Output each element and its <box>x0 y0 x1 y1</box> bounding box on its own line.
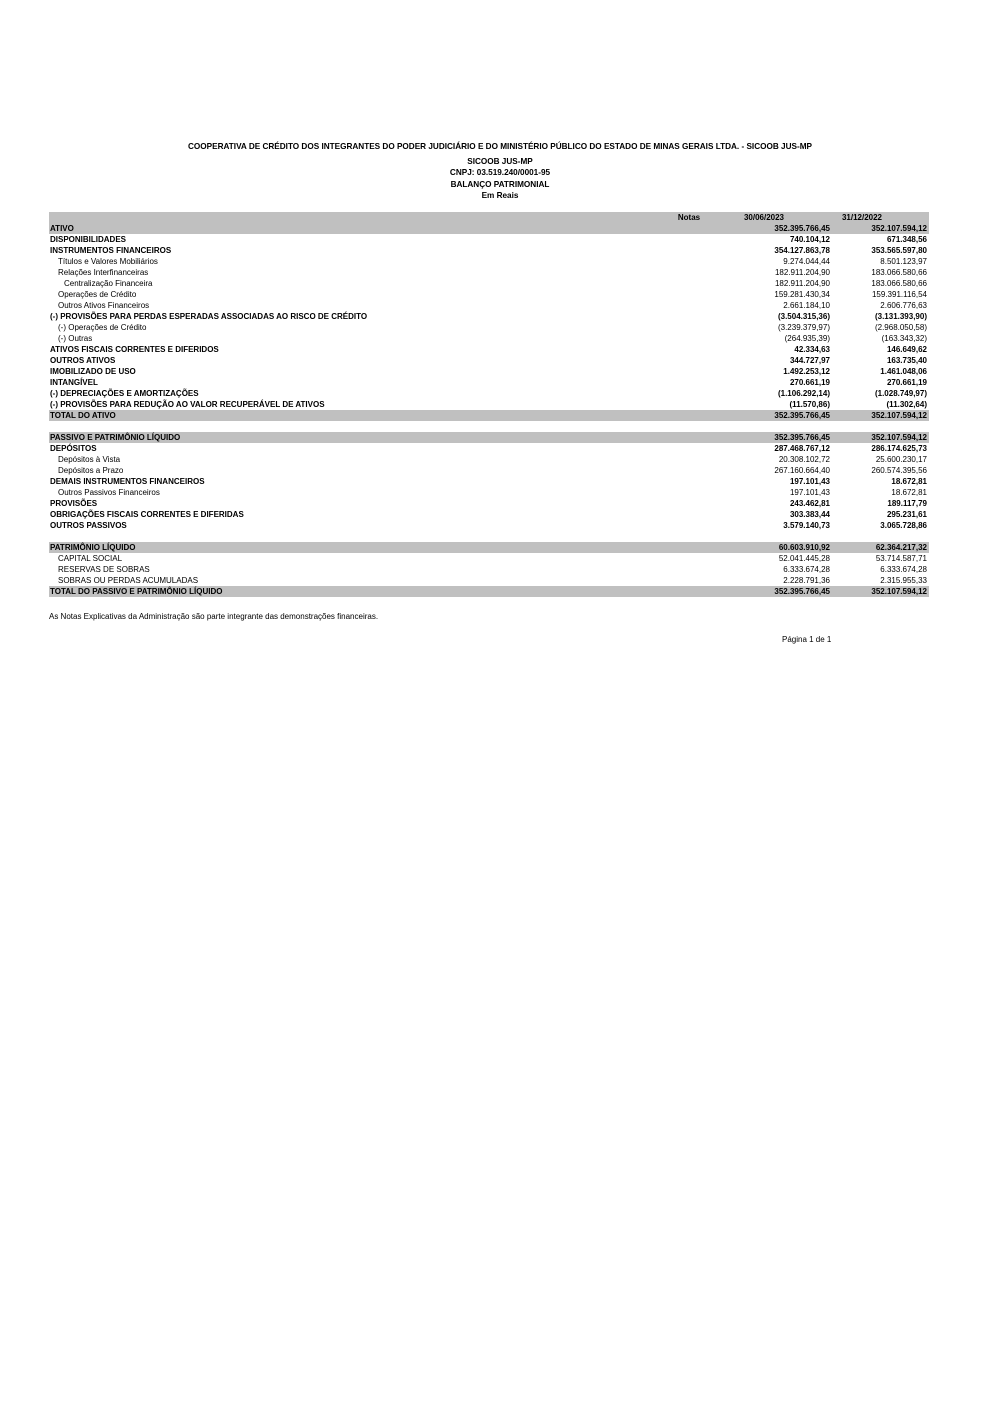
row-value-b: 1.461.048,06 <box>880 367 927 376</box>
table-row <box>49 278 929 289</box>
row-value-a: (1.106.292,14) <box>777 389 830 398</box>
table-row <box>49 322 929 333</box>
row-value-a: 20.308.102,72 <box>778 455 830 464</box>
table-row <box>49 289 929 300</box>
cnpj: CNPJ: 03.519.240/0001-95 <box>449 168 551 177</box>
table-row <box>49 223 929 234</box>
row-label: Operações de Crédito <box>58 290 137 299</box>
row-value-a: 352.395.766,45 <box>774 411 830 420</box>
section-row <box>49 542 929 553</box>
row-value-b: (3.131.393,90) <box>874 312 927 321</box>
table-row <box>49 575 929 586</box>
table-row <box>49 476 929 487</box>
row-value-a: 9.274.044,44 <box>783 257 830 266</box>
row-value-a: 3.579.140,73 <box>783 521 830 530</box>
page-number: Página 1 de 1 <box>782 635 832 644</box>
company-name: COOPERATIVA DE CRÉDITO DOS INTEGRANTES DO PODER JUDICIÁRIO E DO MINISTÉRIO PÚBLICO DO ESTADO DE MINAS GERAIS LTDA. - SICOOB JUS-MP <box>188 142 812 151</box>
row-value-b: 183.066.580,66 <box>871 268 927 277</box>
row-label: Títulos e Valores Mobiliários <box>58 257 158 266</box>
row-value-b: 3.065.728,86 <box>880 521 927 530</box>
row-label: PASSIVO E PATRIMÔNIO LÍQUIDO <box>50 433 181 442</box>
row-value-a: 352.395.766,45 <box>774 587 830 596</box>
row-value-b: 183.066.580,66 <box>871 279 927 288</box>
period-b-header: 31/12/2022 <box>841 213 883 222</box>
row-value-a: 182.911.204,90 <box>774 279 830 288</box>
row-value-b: 260.574.395,56 <box>871 466 927 475</box>
row-value-b: 62.364.217,32 <box>875 543 927 552</box>
row-label: CAPITAL SOCIAL <box>58 554 123 563</box>
row-label: ATIVO <box>50 224 74 233</box>
row-value-a: 42.334,63 <box>794 345 830 354</box>
table-row <box>49 256 929 267</box>
row-value-a: 354.127.863,78 <box>774 246 830 255</box>
row-label: (-) DEPRECIAÇÕES E AMORTIZAÇÕES <box>50 389 199 398</box>
column-header-row <box>49 212 929 223</box>
row-value-a: 6.333.674,28 <box>783 565 830 574</box>
row-label: (-) PROVISÕES PARA PERDAS ESPERADAS ASSOCIADAS AO RISCO DE CRÉDITO <box>50 312 368 321</box>
row-value-b: 53.714.587,71 <box>875 554 927 563</box>
row-value-a: 344.727,97 <box>789 356 830 365</box>
table-row <box>49 333 929 344</box>
row-value-b: (163.343,32) <box>881 334 927 343</box>
row-value-a: (3.239.379,97) <box>777 323 830 332</box>
row-label: Depósitos à Vista <box>58 455 121 464</box>
row-value-b: (11.302,64) <box>886 400 927 409</box>
table-row <box>49 443 929 454</box>
table-row <box>49 553 929 564</box>
spacer-row <box>49 421 929 432</box>
table-row <box>49 300 929 311</box>
row-label: PROVISÕES <box>50 499 98 508</box>
row-value-a: 243.462,81 <box>789 499 830 508</box>
row-value-b: 352.107.594,12 <box>871 224 927 233</box>
row-value-a: 267.160.664,40 <box>774 466 830 475</box>
table-row <box>49 245 929 256</box>
period-a-header: 30/06/2023 <box>743 213 785 222</box>
table-row <box>49 388 929 399</box>
total-row <box>49 410 929 421</box>
row-value-a: (3.504.315,36) <box>777 312 830 321</box>
row-label: Centralização Financeira <box>64 279 153 288</box>
row-label: DEMAIS INSTRUMENTOS FINANCEIROS <box>50 477 205 486</box>
row-label: OBRIGAÇÕES FISCAIS CORRENTES E DIFERIDAS <box>50 510 244 519</box>
row-value-b: 353.565.597,80 <box>871 246 927 255</box>
row-label: Outros Ativos Financeiros <box>58 301 150 310</box>
row-label: ATIVOS FISCAIS CORRENTES E DIFERIDOS <box>50 345 219 354</box>
table-row <box>49 355 929 366</box>
table-row <box>49 234 929 245</box>
row-label: DISPONIBILIDADES <box>50 235 127 244</box>
row-value-a: 352.395.766,45 <box>774 433 830 442</box>
row-value-b: 8.501.123,97 <box>880 257 927 266</box>
row-value-a: 52.041.445,28 <box>778 554 830 563</box>
row-value-a: 270.661,19 <box>789 378 830 387</box>
row-value-b: 286.174.625,73 <box>871 444 927 453</box>
currency-unit: Em Reais <box>481 191 519 200</box>
table-row <box>49 498 929 509</box>
row-value-b: 671.348,56 <box>886 235 927 244</box>
row-label: Outros Passivos Financeiros <box>58 488 160 497</box>
row-label: OUTROS PASSIVOS <box>50 521 127 530</box>
row-label: DEPÓSITOS <box>50 444 97 453</box>
row-value-b: 352.107.594,12 <box>871 411 927 420</box>
row-label: INTANGÍVEL <box>50 378 98 387</box>
row-label: PATRIMÔNIO LÍQUIDO <box>50 543 136 552</box>
row-label: Depósitos a Prazo <box>58 466 124 475</box>
row-label: (-) Operações de Crédito <box>58 323 147 332</box>
short-name: SICOOB JUS-MP <box>467 157 533 166</box>
table-row <box>49 465 929 476</box>
row-label: RESERVAS DE SOBRAS <box>58 565 150 574</box>
table-row <box>49 509 929 520</box>
row-label: SOBRAS OU PERDAS ACUMULADAS <box>58 576 199 585</box>
row-value-a: 159.281.430,34 <box>774 290 830 299</box>
table-row <box>49 267 929 278</box>
table-row <box>49 454 929 465</box>
row-value-a: 352.395.766,45 <box>774 224 830 233</box>
row-value-b: 159.391.116,54 <box>871 290 927 299</box>
notes-column-header: Notas <box>677 213 701 222</box>
total-row <box>49 586 929 597</box>
row-value-b: 146.649,62 <box>886 345 927 354</box>
row-value-b: 25.600.230,17 <box>875 455 927 464</box>
row-value-a: 1.492.253,12 <box>783 367 830 376</box>
row-value-b: (1.028.749,97) <box>874 389 927 398</box>
footnote: As Notas Explicativas da Administração são parte integrante das demonstrações financeiras. <box>49 612 379 621</box>
table-row <box>49 377 929 388</box>
row-value-b: 2.315.955,33 <box>880 576 927 585</box>
row-label: OUTROS ATIVOS <box>50 356 116 365</box>
row-value-a: (11.570,86) <box>789 400 830 409</box>
row-value-b: 18.672,81 <box>891 488 927 497</box>
row-label: (-) Outras <box>58 334 93 343</box>
row-value-a: 2.661.184,10 <box>783 301 830 310</box>
row-label: TOTAL DO ATIVO <box>50 411 116 420</box>
row-value-b: 2.606.776,63 <box>880 301 927 310</box>
row-value-a: 740.104,12 <box>789 235 830 244</box>
row-value-b: 295.231,61 <box>886 510 927 519</box>
row-label: (-) PROVISÕES PARA REDUÇÃO AO VALOR RECUPERÁVEL DE ATIVOS <box>50 400 325 409</box>
row-value-a: 182.911.204,90 <box>774 268 830 277</box>
row-value-b: 270.661,19 <box>886 378 927 387</box>
row-value-a: 2.228.791,36 <box>783 576 830 585</box>
row-value-b: 18.672,81 <box>891 477 927 486</box>
table-row <box>49 344 929 355</box>
table-row <box>49 311 929 322</box>
table-row <box>49 399 929 410</box>
row-value-a: 197.101,43 <box>789 488 830 497</box>
row-value-b: (2.968.050,58) <box>874 323 927 332</box>
balance-sheet-table <box>49 212 929 597</box>
row-value-b: 352.107.594,12 <box>871 433 927 442</box>
row-value-a: 197.101,43 <box>789 477 830 486</box>
table-row <box>49 487 929 498</box>
table-row <box>49 520 929 531</box>
row-value-a: 303.383,44 <box>789 510 830 519</box>
table-row <box>49 564 929 575</box>
row-value-a: 287.468.767,12 <box>774 444 830 453</box>
row-value-b: 189.117,79 <box>887 499 927 508</box>
row-value-b: 6.333.674,28 <box>880 565 927 574</box>
row-label: Relações Interfinanceiras <box>58 268 149 277</box>
spacer-row <box>49 531 929 542</box>
table-row <box>49 366 929 377</box>
row-label: TOTAL DO PASSIVO E PATRIMÔNIO LÍQUIDO <box>50 587 223 596</box>
row-label: INSTRUMENTOS FINANCEIROS <box>50 246 172 255</box>
row-value-a: (264.935,39) <box>784 334 830 343</box>
row-value-a: 60.603.910,92 <box>778 543 830 552</box>
section-row <box>49 432 929 443</box>
statement-title: BALANÇO PATRIMONIAL <box>450 180 550 189</box>
row-label: IMOBILIZADO DE USO <box>50 367 136 376</box>
row-value-b: 163.735,40 <box>886 356 927 365</box>
row-value-b: 352.107.594,12 <box>871 587 927 596</box>
